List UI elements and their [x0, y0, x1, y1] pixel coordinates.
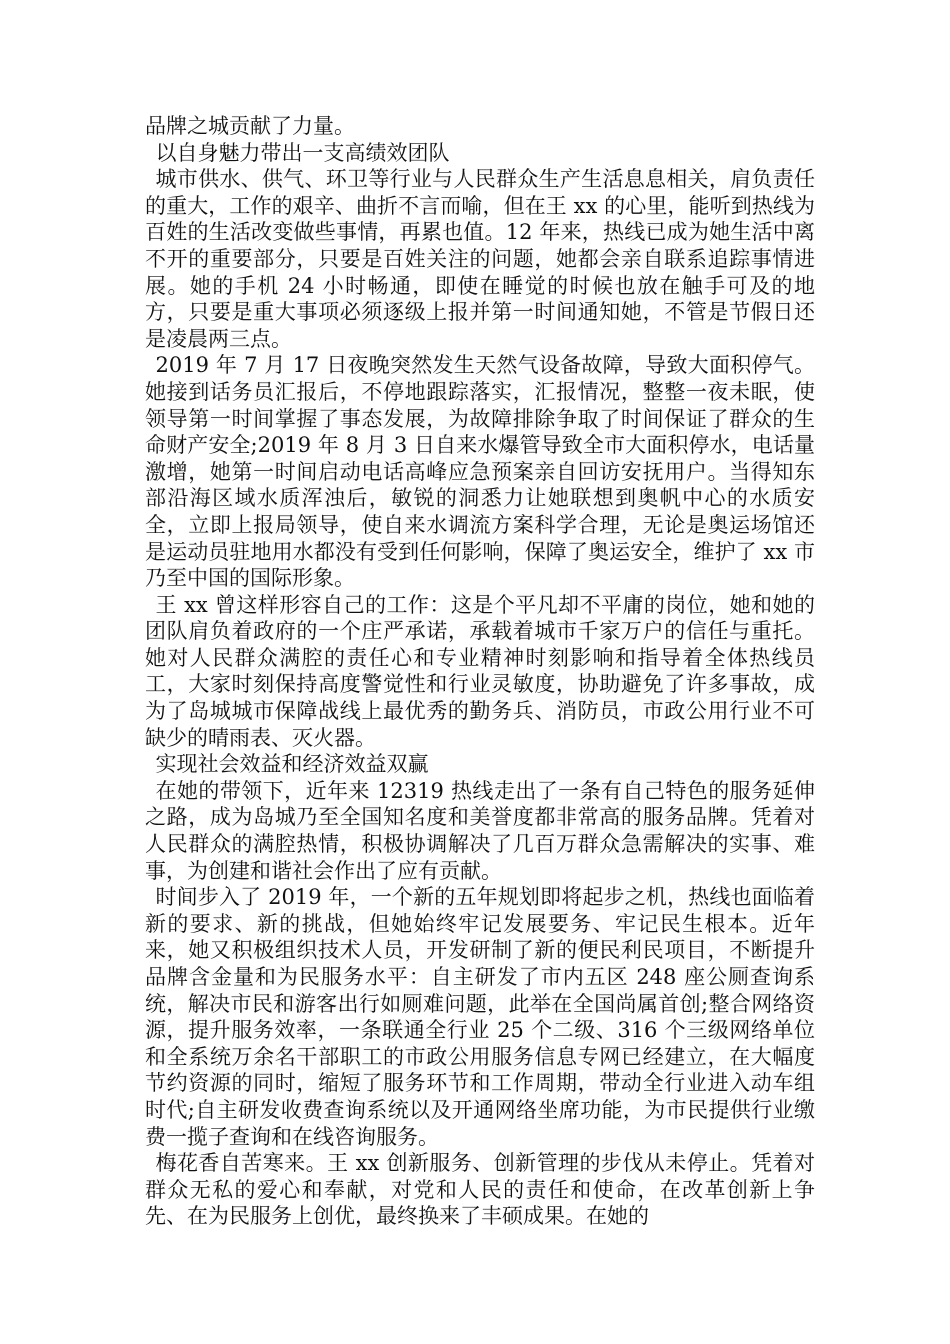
- paragraph: 城市供水、供气、环卫等行业与人民群众生产生活息息相关，肩负责任的重大，工作的艰辛、曲折不言而喻，但在王 xx 的心里，能听到热线为百姓的生活改变做些事情，再累也值。12 年来，热线已成为她生活中离不开的重要部分，只要是百姓关注的问题，她都会亲自联系追踪事情进展。她的手机 24 小时畅通，即使在睡觉的时候也放在触手可及的地方，只要是重大事项必须逐级上报并第一时间通知她，不管是节假日还是凌晨两三点。: [145, 167, 815, 351]
- section-heading: 以自身魅力带出一支高绩效团队: [155, 140, 450, 165]
- paragraph: 在她的带领下，近年来 12319 热线走出了一条有自己特色的服务延伸之路，成为岛城乃至全国知名度和美誉度都非常高的服务品牌。凭着对人民群众的满腔热情，积极协调解决了几百万群众急需解决的实事、难事，为创建和谐社会作出了应有贡献。: [145, 778, 815, 883]
- paragraph: 时间步入了 2019 年，一个新的五年规划即将起步之机，热线也面临着新的要求、新的挑战，但她始终牢记发展要务、牢记民生根本。近年来，她又积极组织技术人员，开发研制了新的便民利民项目，不断提升品牌含金量和为民服务水平：自主研发了市内五区 248 座公厕查询系统，解决市民和游客出行如厕难问题，此举在全国尚属首创;整合网络资源，提升服务效率，一条联通全行业 25 个二级、316 个三级网络单位和全系统万余名干部职工的市政公用服务信息专网已经建立，在大幅度节约资源的同时，缩短了服务环节和工作周期，带动全行业进入动车组时代;自主研发收费查询系统以及开通网络坐席功能，为市民提供行业缴费一揽子查询和在线咨询服务。: [145, 885, 815, 1149]
- paragraph: 2019 年 7 月 17 日夜晚突然发生天然气设备故障，导致大面积停气。她接到话务员汇报后，不停地跟踪落实，汇报情况，整整一夜未眠，使领导第一时间掌握了事态发展，为故障排除争取了时间保证了群众的生命财产安全;2019 年 8 月 3 日自来水爆管导致全市大面积停水，电话量激增，她第一时间启动电话高峰应急预案亲自回访安抚用户。当得知东部沿海区域水质浑浊后，敏锐的洞悉力让她联想到奥帆中心的水质安全，立即上报局领导，使自来水调流方案科学合理，无论是奥运场馆还是运动员驻地用水都没有受到任何影响，保障了奥运安全，维护了 xx 市乃至中国的国际形象。: [145, 353, 815, 591]
- document-body: [145, 113, 815, 1230]
- paragraph: 王 xx 曾这样形容自己的工作：这是个平凡却不平庸的岗位，她和她的团队肩负着政府的一个庄严承诺，承载着城市千家万户的信任与重托。她对人民群众满腔的责任心和专业精神时刻影响和指导着全体热线员工，大家时刻保持高度警觉性和行业灵敏度，协助避免了许多事故，成为了岛城城市保障战线上最优秀的勤务兵、消防员，市政公用行业不可缺少的晴雨表、灭火器。: [145, 592, 815, 750]
- paragraph-continued: 品牌之城贡献了力量。: [145, 114, 355, 138]
- paragraph: 梅花香自苦寒来。王 xx 创新服务、创新管理的步伐从未停止。凭着对群众无私的爱心和奉献，对党和人民的责任和使命，在改革创新上争先、在为民服务上创优，最终换来了丰硕成果。在她的: [145, 1151, 815, 1229]
- section-heading: 实现社会效益和经济效益双赢: [155, 752, 429, 777]
